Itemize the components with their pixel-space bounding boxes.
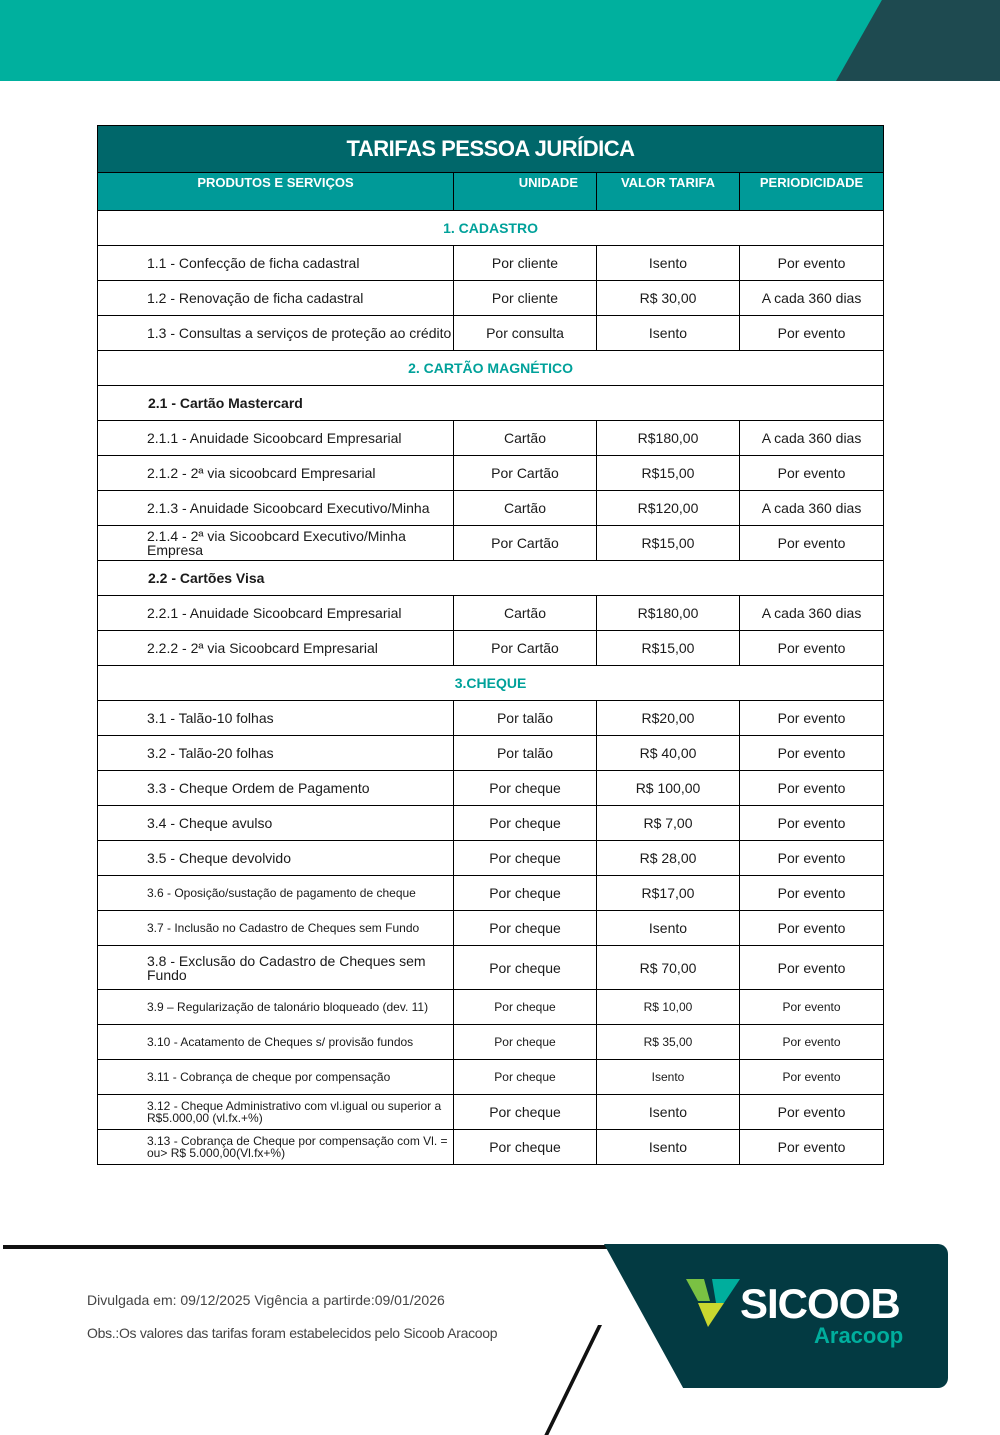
unit: Cartão bbox=[454, 421, 597, 456]
tariff-value: R$15,00 bbox=[597, 456, 740, 491]
unit: Por cheque bbox=[454, 1095, 597, 1130]
periodicity: Por evento bbox=[740, 771, 884, 806]
periodicity: Por evento bbox=[740, 990, 884, 1025]
service-name: 2.1.1 - Anuidade Sicoobcard Empresarial bbox=[98, 421, 454, 456]
unit: Por cheque bbox=[454, 841, 597, 876]
unit: Por talão bbox=[454, 701, 597, 736]
table-row bbox=[98, 281, 884, 316]
service-name: 3.7 - Inclusão no Cadastro de Cheques sem Fundo bbox=[98, 911, 454, 946]
service-name: 3.5 - Cheque devolvido bbox=[98, 841, 454, 876]
periodicity: Por evento bbox=[740, 1060, 884, 1095]
service-name: 3.9 – Regularização de talonário bloqueado (dev. 11) bbox=[98, 990, 454, 1025]
tariff-value: R$17,00 bbox=[597, 876, 740, 911]
table-row bbox=[98, 246, 884, 281]
periodicity: Por evento bbox=[740, 701, 884, 736]
section-title: 3.CHEQUE bbox=[98, 666, 884, 701]
unit: Cartão bbox=[454, 596, 597, 631]
table-row bbox=[98, 771, 884, 806]
periodicity: Por evento bbox=[740, 841, 884, 876]
section-title: 2. CARTÃO MAGNÉTICO bbox=[98, 351, 884, 386]
periodicity: Por evento bbox=[740, 1095, 884, 1130]
periodicity: Por evento bbox=[740, 456, 884, 491]
unit: Por cheque bbox=[454, 990, 597, 1025]
service-name: 2.2.1 - Anuidade Sicoobcard Empresarial bbox=[98, 596, 454, 631]
tariff-value: R$ 10,00 bbox=[597, 990, 740, 1025]
service-name: 3.12 - Cheque Administrativo com vl.igual ou superior a R$5.000,00 (vl.fx.+%) bbox=[98, 1095, 454, 1130]
service-name: 2.1.2 - 2ª via sicoobcard Empresarial bbox=[98, 456, 454, 491]
tariff-value: R$180,00 bbox=[597, 596, 740, 631]
unit: Por talão bbox=[454, 736, 597, 771]
unit: Por cheque bbox=[454, 1025, 597, 1060]
periodicity: Por evento bbox=[740, 1130, 884, 1165]
unit: Por Cartão bbox=[454, 526, 597, 561]
service-name: 3.1 - Talão-10 folhas bbox=[98, 701, 454, 736]
tariff-value: R$15,00 bbox=[597, 631, 740, 666]
footer-note: Obs.:Os valores das tarifas foram estabelecidos pelo Sicoob Aracoop bbox=[87, 1325, 498, 1341]
tariff-value: R$15,00 bbox=[597, 526, 740, 561]
service-name: 3.3 - Cheque Ordem de Pagamento bbox=[98, 771, 454, 806]
tariff-value: Isento bbox=[597, 1060, 740, 1095]
col-header-products: PRODUTOS E SERVIÇOS bbox=[98, 173, 454, 211]
tariff-value: R$120,00 bbox=[597, 491, 740, 526]
unit: Por cheque bbox=[454, 946, 597, 990]
tariff-value: R$ 30,00 bbox=[597, 281, 740, 316]
table-row bbox=[98, 456, 884, 491]
service-name: 3.10 - Acatamento de Cheques s/ provisão fundos bbox=[98, 1025, 454, 1060]
subsection-title: 2.1 - Cartão Mastercard bbox=[98, 386, 884, 421]
table-row bbox=[98, 1060, 884, 1095]
tariff-value: R$ 40,00 bbox=[597, 736, 740, 771]
periodicity: Por evento bbox=[740, 911, 884, 946]
periodicity: Por evento bbox=[740, 806, 884, 841]
table-row bbox=[98, 631, 884, 666]
periodicity: Por evento bbox=[740, 316, 884, 351]
table-row bbox=[98, 876, 884, 911]
subsection-row bbox=[98, 386, 884, 421]
periodicity: Por evento bbox=[740, 876, 884, 911]
subsection-title: 2.2 - Cartões Visa bbox=[98, 561, 884, 596]
unit: Cartão bbox=[454, 491, 597, 526]
service-name: 2.2.2 - 2ª via Sicoobcard Empresarial bbox=[98, 631, 454, 666]
periodicity: Por evento bbox=[740, 946, 884, 990]
service-name: 2.1.3 - Anuidade Sicoobcard Executivo/Minha bbox=[98, 491, 454, 526]
tariff-value: Isento bbox=[597, 316, 740, 351]
tariff-value: Isento bbox=[597, 1130, 740, 1165]
unit: Por cheque bbox=[454, 771, 597, 806]
periodicity: A cada 360 dias bbox=[740, 596, 884, 631]
unit: Por cheque bbox=[454, 911, 597, 946]
logo-subtitle: Aracoop bbox=[814, 1323, 904, 1348]
service-name: 3.11 - Cobrança de cheque por compensação bbox=[98, 1060, 454, 1095]
subsection-row bbox=[98, 561, 884, 596]
tariff-value: R$ 35,00 bbox=[597, 1025, 740, 1060]
section-row bbox=[98, 211, 884, 246]
unit: Por cheque bbox=[454, 876, 597, 911]
tariff-table bbox=[97, 125, 884, 1165]
table-row bbox=[98, 596, 884, 631]
tariff-value: R$ 28,00 bbox=[597, 841, 740, 876]
section-row bbox=[98, 666, 884, 701]
tariff-value: R$ 7,00 bbox=[597, 806, 740, 841]
table-row bbox=[98, 736, 884, 771]
periodicity: A cada 360 dias bbox=[740, 281, 884, 316]
periodicity: A cada 360 dias bbox=[740, 421, 884, 456]
unit: Por cheque bbox=[454, 1130, 597, 1165]
tariff-value: R$ 100,00 bbox=[597, 771, 740, 806]
unit: Por cliente bbox=[454, 281, 597, 316]
sicoob-logo-icon bbox=[686, 1279, 742, 1329]
unit: Por Cartão bbox=[454, 456, 597, 491]
periodicity: Por evento bbox=[740, 736, 884, 771]
unit: Por cliente bbox=[454, 246, 597, 281]
published-date: Divulgada em: 09/12/2025 Vigência a partirde:09/01/2026 bbox=[87, 1292, 445, 1308]
table-row bbox=[98, 316, 884, 351]
periodicity: Por evento bbox=[740, 1025, 884, 1060]
periodicity: Por evento bbox=[740, 631, 884, 666]
table-row bbox=[98, 526, 884, 561]
unit: Por Cartão bbox=[454, 631, 597, 666]
service-name: 1.3 - Consultas a serviços de proteção ao crédito bbox=[98, 316, 454, 351]
col-header-periodicity: PERIODICIDADE bbox=[740, 173, 884, 211]
table-row bbox=[98, 421, 884, 456]
table-body bbox=[98, 211, 884, 1165]
tariff-value: Isento bbox=[597, 1095, 740, 1130]
section-title: 1. CADASTRO bbox=[98, 211, 884, 246]
table-row bbox=[98, 841, 884, 876]
col-header-value: VALOR TARIFA bbox=[597, 173, 740, 211]
service-name: 3.6 - Oposição/sustação de pagamento de cheque bbox=[98, 876, 454, 911]
service-name: 3.8 - Exclusão do Cadastro de Cheques sem Fundo bbox=[98, 946, 454, 990]
tariff-value: R$ 70,00 bbox=[597, 946, 740, 990]
table-row bbox=[98, 990, 884, 1025]
col-header-unit: UNIDADE bbox=[454, 173, 597, 211]
logo-wordmark: SICOOB bbox=[740, 1280, 900, 1327]
unit: Por cheque bbox=[454, 1060, 597, 1095]
unit: Por cheque bbox=[454, 806, 597, 841]
periodicity: A cada 360 dias bbox=[740, 491, 884, 526]
table-title: TARIFAS PESSOA JURÍDICA bbox=[98, 126, 884, 173]
tariff-value: R$20,00 bbox=[597, 701, 740, 736]
section-row bbox=[98, 351, 884, 386]
table-row bbox=[98, 491, 884, 526]
service-name: 3.13 - Cobrança de Cheque por compensação com Vl. = ou> R$ 5.000,00(Vl.fx+%) bbox=[98, 1130, 454, 1165]
table-row bbox=[98, 806, 884, 841]
service-name: 1.1 - Confecção de ficha cadastral bbox=[98, 246, 454, 281]
table-row bbox=[98, 701, 884, 736]
service-name: 1.2 - Renovação de ficha cadastral bbox=[98, 281, 454, 316]
service-name: 2.1.4 - 2ª via Sicoobcard Executivo/Minha Empresa bbox=[98, 526, 454, 561]
table-row bbox=[98, 1095, 884, 1130]
service-name: 3.2 - Talão-20 folhas bbox=[98, 736, 454, 771]
tariff-value: Isento bbox=[597, 911, 740, 946]
table-row bbox=[98, 1130, 884, 1165]
table-row bbox=[98, 946, 884, 990]
unit: Por consulta bbox=[454, 316, 597, 351]
periodicity: Por evento bbox=[740, 246, 884, 281]
tariff-value: R$180,00 bbox=[597, 421, 740, 456]
tariff-value: Isento bbox=[597, 246, 740, 281]
service-name: 3.4 - Cheque avulso bbox=[98, 806, 454, 841]
periodicity: Por evento bbox=[740, 526, 884, 561]
footer-slash bbox=[544, 1325, 602, 1435]
table-row bbox=[98, 1025, 884, 1060]
table-row bbox=[98, 911, 884, 946]
footer-divider bbox=[3, 1245, 623, 1249]
